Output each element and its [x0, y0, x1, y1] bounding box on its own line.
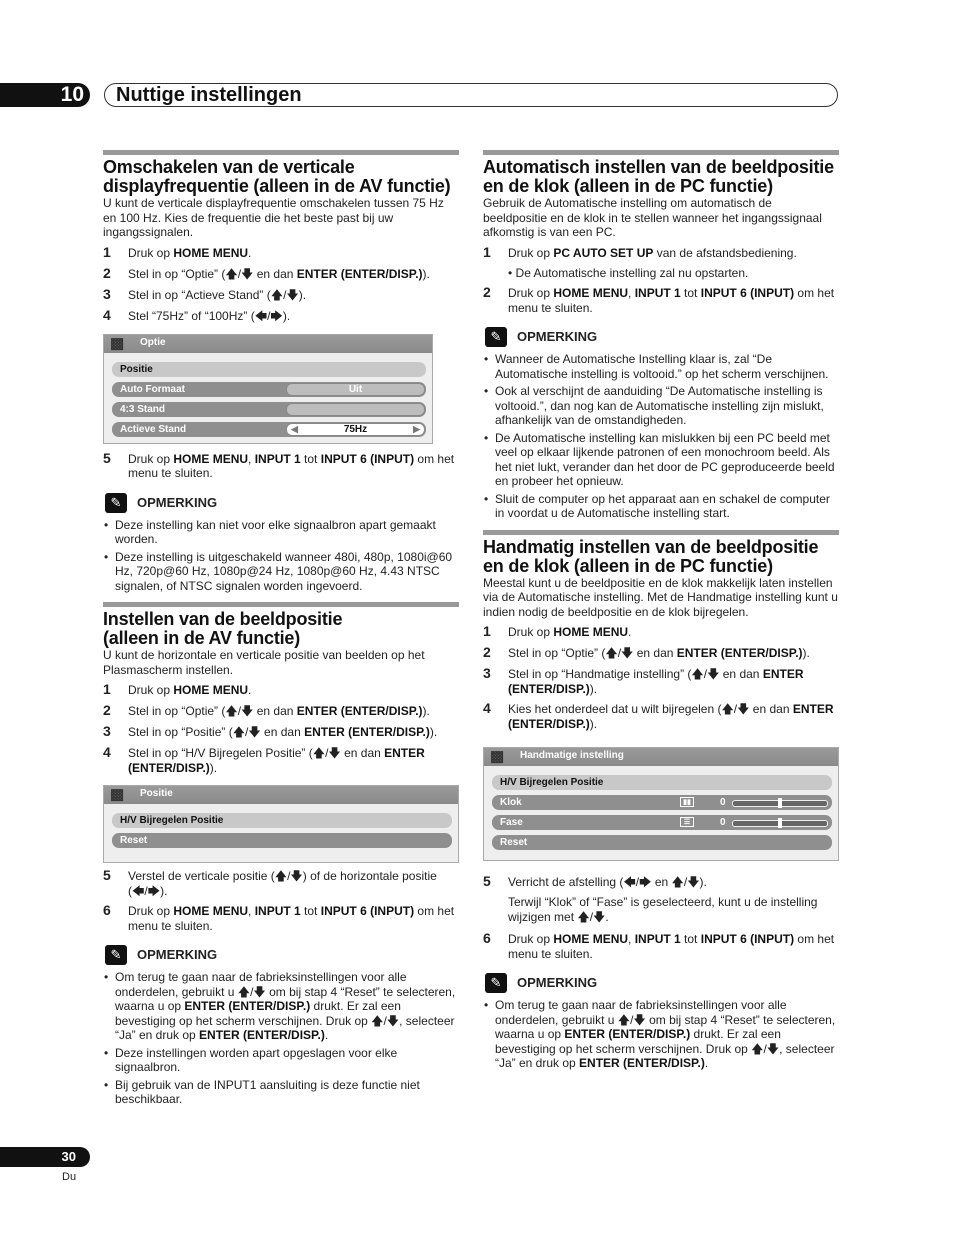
step-list [483, 625, 839, 731]
arrow-right-icon: ▶ [413, 423, 420, 434]
menu-icon: ▩ [490, 748, 505, 765]
note-item: • Wanneer de Automatische Instelling klaar is, zal “De Automatische instelling is voltooid.” op het scherm verschijnen. [483, 352, 839, 381]
menu-item-klok[interactable]: Klok ▮▮ 0 [492, 795, 832, 810]
menu-item-reset[interactable]: Reset [112, 833, 452, 848]
step: 2 Stel in op “Optie” (🡅/🡇 en dan ENTER (ENTER/DISP.)). [483, 644, 810, 660]
step-sub: • De Automatische instelling zal nu opstarten. [508, 265, 749, 280]
step: 2 Druk op HOME MENU, INPUT 1 tot INPUT 6 (INPUT) om het menu te sluiten. [483, 284, 835, 315]
note-item: • Deze instelling is uitgeschakeld wanneer 480i, 480p, 1080i@60 Hz, 720p@60 Hz, 1080p@24 Hz, 1080p@60 Hz, 4.43 NTSC signalen, of NTSC signalen worden ingevoerd. [103, 550, 459, 594]
step: 1 Druk op HOME MENU. [103, 681, 252, 697]
menu-screen-handmatig [483, 747, 839, 861]
section-title: Automatisch instellen van de beeldpositie en de klok (alleen in de PC functie) [483, 157, 834, 196]
menu-screen-positie [103, 785, 459, 863]
menu-icon: ▩ [110, 786, 125, 803]
menu-item-actieve-stand[interactable]: Actieve Stand ◀ 75Hz ▶ [112, 422, 426, 437]
menu-titlebar: ▩ Handmatige instelling [484, 748, 838, 766]
section-title: Omschakelen van de verticale displayfrequentie (alleen in de AV functie) [103, 157, 451, 196]
note-header: ✎ OPMERKING [483, 973, 839, 995]
note-item: • De Automatische instelling kan mislukken bij een PC beeld met veel op elkaar lijkende patronen of een monochroom beeld. Als het niet lukt, verander dan het door de PC geproduceerde beeld en probeer het opnieuw. [483, 431, 839, 489]
note-list [103, 970, 459, 1107]
section-title: Handmatig instellen van de beeldpositie en de klok (alleen in de PC functie) [483, 536, 819, 576]
note-header: ✎ OPMERKING [103, 493, 459, 515]
note-list [483, 352, 839, 521]
actieve-stand-value: ◀ 75Hz ▶ [286, 423, 425, 436]
step: 1 Druk op PC AUTO SET UP van de afstandsbediening. [483, 243, 797, 260]
section-intro: Gebruik de Automatische instelling om automatisch de beeldpositie en de klok in te stellen wanneer het ingangssignaal afkomstig is van een PC. [483, 196, 822, 239]
note-item: • Om terug te gaan naar de fabrieksinstellingen voor alle onderdelen, gebruikt u 🡅/🡇 om bij stap 4 “Reset” te selecteren, waarna u op ENTER (ENTER/DISP.) drukt. Er zal een bevestiging op het scherm verschijnen. Druk op 🡅/🡇, selecteer “Ja” en druk op ENTER (ENTER/DISP.). [103, 970, 459, 1043]
section-rule [103, 150, 459, 155]
step: 1 Druk op HOME MENU. [483, 623, 632, 639]
slider-knob[interactable] [778, 798, 782, 808]
page-number: 30 [0, 1147, 90, 1167]
note-list [483, 998, 839, 1071]
menu-titlebar: ▩ Positie [104, 786, 458, 804]
step: 2 Stel in op “Optie” (🡅/🡇 en dan ENTER (ENTER/DISP.)). [103, 264, 430, 281]
step: 3 Stel in op “Positie” (🡅/🡇 en dan ENTER (ENTER/DISP.)). [103, 723, 438, 739]
step: 1 Druk op HOME MENU. [103, 243, 252, 260]
note-item: • Om terug te gaan naar de fabrieksinstellingen voor alle onderdelen, gebruikt u 🡅/🡇 om bij stap 4 “Reset” te selecteren, waarna u op ENTER (ENTER/DISP.) drukt. Er zal een bevestiging op het scherm verschijnen. Druk op 🡅/🡇, selecteer “Ja” en druk op ENTER (ENTER/DISP.). [483, 998, 839, 1071]
chapter-number: 10 [0, 83, 90, 107]
note-header: ✎ OPMERKING [483, 327, 839, 349]
step: 5 Verricht de afstelling (🡄/🡆 en 🡅/🡇). [483, 873, 707, 889]
note-item: • Bij gebruik van de INPUT1 aansluiting is deze functie niet beschikbaar. [103, 1078, 459, 1107]
auto-formaat-value: Uit [286, 383, 425, 396]
note-item: • Ook al verschijnt de aanduiding “De Automatische instelling is voltooid.”, dan nog kan de Automatische instelling zijn mislukt, afhankelijk van de omstandigheden. [483, 384, 839, 428]
section-rule [483, 530, 839, 535]
menu-item-positie[interactable]: Positie [112, 362, 426, 377]
klok-slider[interactable] [732, 800, 828, 807]
step: 3 Stel in op “Handmatige instelling” (🡅/🡇 en dan ENTER (ENTER/DISP.)). [483, 665, 804, 696]
step: 4 Stel in op “H/V Bijregelen Positie” (🡅/🡇 en dan ENTER (ENTER/DISP.)). [103, 744, 425, 775]
clock-icon: ▮▮ [680, 797, 694, 807]
note-item: • Sluit de computer op het apparaat aan en schakel de computer in voordat u de Automatische instelling start. [483, 492, 839, 521]
pencil-icon: ✎ [485, 327, 507, 347]
pencil-icon: ✎ [105, 493, 127, 513]
step: 2 Stel in op “Optie” (🡅/🡇 en dan ENTER (ENTER/DISP.)). [103, 702, 430, 718]
language-code: Du [62, 1171, 77, 1183]
step-sub: Terwijl “Klok” of “Fase” is geselecteerd, kunt u de instelling wijzigen met 🡅/🡇. [508, 895, 818, 924]
step: 5 Druk op HOME MENU, INPUT 1 tot INPUT 6 (INPUT) om het menu te sluiten. [103, 449, 455, 480]
section-intro: U kunt de horizontale en verticale positie van beelden op het Plasmascherm instellen. [103, 648, 425, 677]
menu-icon: ▩ [110, 334, 125, 352]
menu-titlebar: ▩ Optie [104, 335, 432, 353]
menu-screen-optie [103, 334, 433, 444]
step: 6 Druk op HOME MENU, INPUT 1 tot INPUT 6 (INPUT) om het menu te sluiten. [483, 930, 835, 961]
step: 4 Stel “75Hz” of “100Hz” (🡄/🡆). [103, 306, 291, 323]
pencil-icon: ✎ [485, 973, 507, 993]
section-rule [483, 150, 839, 155]
section-title: Instellen van de beeldpositie (alleen in de AV functie) [103, 609, 343, 648]
chapter-title: Nuttige instellingen [104, 83, 838, 107]
step-list [103, 869, 459, 933]
note-item: • Deze instellingen worden apart opgeslagen voor elke signaalbron. [103, 1046, 459, 1075]
step-list [103, 243, 459, 324]
arrow-left-icon: ◀ [291, 423, 298, 434]
right-column [483, 150, 839, 1071]
note-item: • Deze instelling kan niet voor elke signaalbron apart gemaakt worden. [103, 518, 459, 547]
step-list [103, 683, 459, 775]
step: 5 Verstel de verticale positie (🡅/🡇) of de horizontale positie (🡄/🡆). [103, 867, 437, 898]
fase-slider[interactable] [732, 820, 828, 827]
menu-item-fase[interactable]: Fase ☰ 0 [492, 815, 832, 830]
section-rule [103, 602, 459, 607]
section-intro: Meestal kunt u de beeldpositie en de klok makkelijk laten instellen via de Automatische instelling. Met de Handmatige instelling kunt u indien nodig de beeldpositie en de klok bijregelen. [483, 575, 838, 619]
menu-item-reset[interactable]: Reset [492, 835, 832, 850]
phase-icon: ☰ [680, 817, 694, 827]
slider-knob[interactable] [778, 818, 782, 828]
menu-item-auto-formaat[interactable]: Auto Formaat Uit [112, 382, 426, 397]
pencil-icon: ✎ [105, 945, 127, 965]
menu-item-43-stand[interactable]: 4:3 Stand [112, 402, 426, 417]
menu-item-hv-bijregelen[interactable]: H/V Bijregelen Positie [112, 813, 452, 828]
menu-item-hv-bijregelen[interactable]: H/V Bijregelen Positie [492, 775, 832, 790]
step: 3 Stel in op “Actieve Stand” (🡅/🡇). [103, 285, 307, 302]
step: 6 Druk op HOME MENU, INPUT 1 tot INPUT 6 (INPUT) om het menu te sluiten. [103, 902, 455, 933]
left-column [103, 150, 459, 1107]
value-field [286, 403, 425, 416]
section-intro: U kunt de verticale displayfrequentie omschakelen tussen 75 Hz en 100 Hz. Kies de frequentie die het beste past bij uw ingangssignalen. [103, 196, 444, 239]
note-list [103, 518, 459, 594]
step: 4 Kies het onderdeel dat u wilt bijregelen (🡅/🡇 en dan ENTER (ENTER/DISP.)). [483, 700, 834, 731]
note-header: ✎ OPMERKING [103, 945, 459, 967]
